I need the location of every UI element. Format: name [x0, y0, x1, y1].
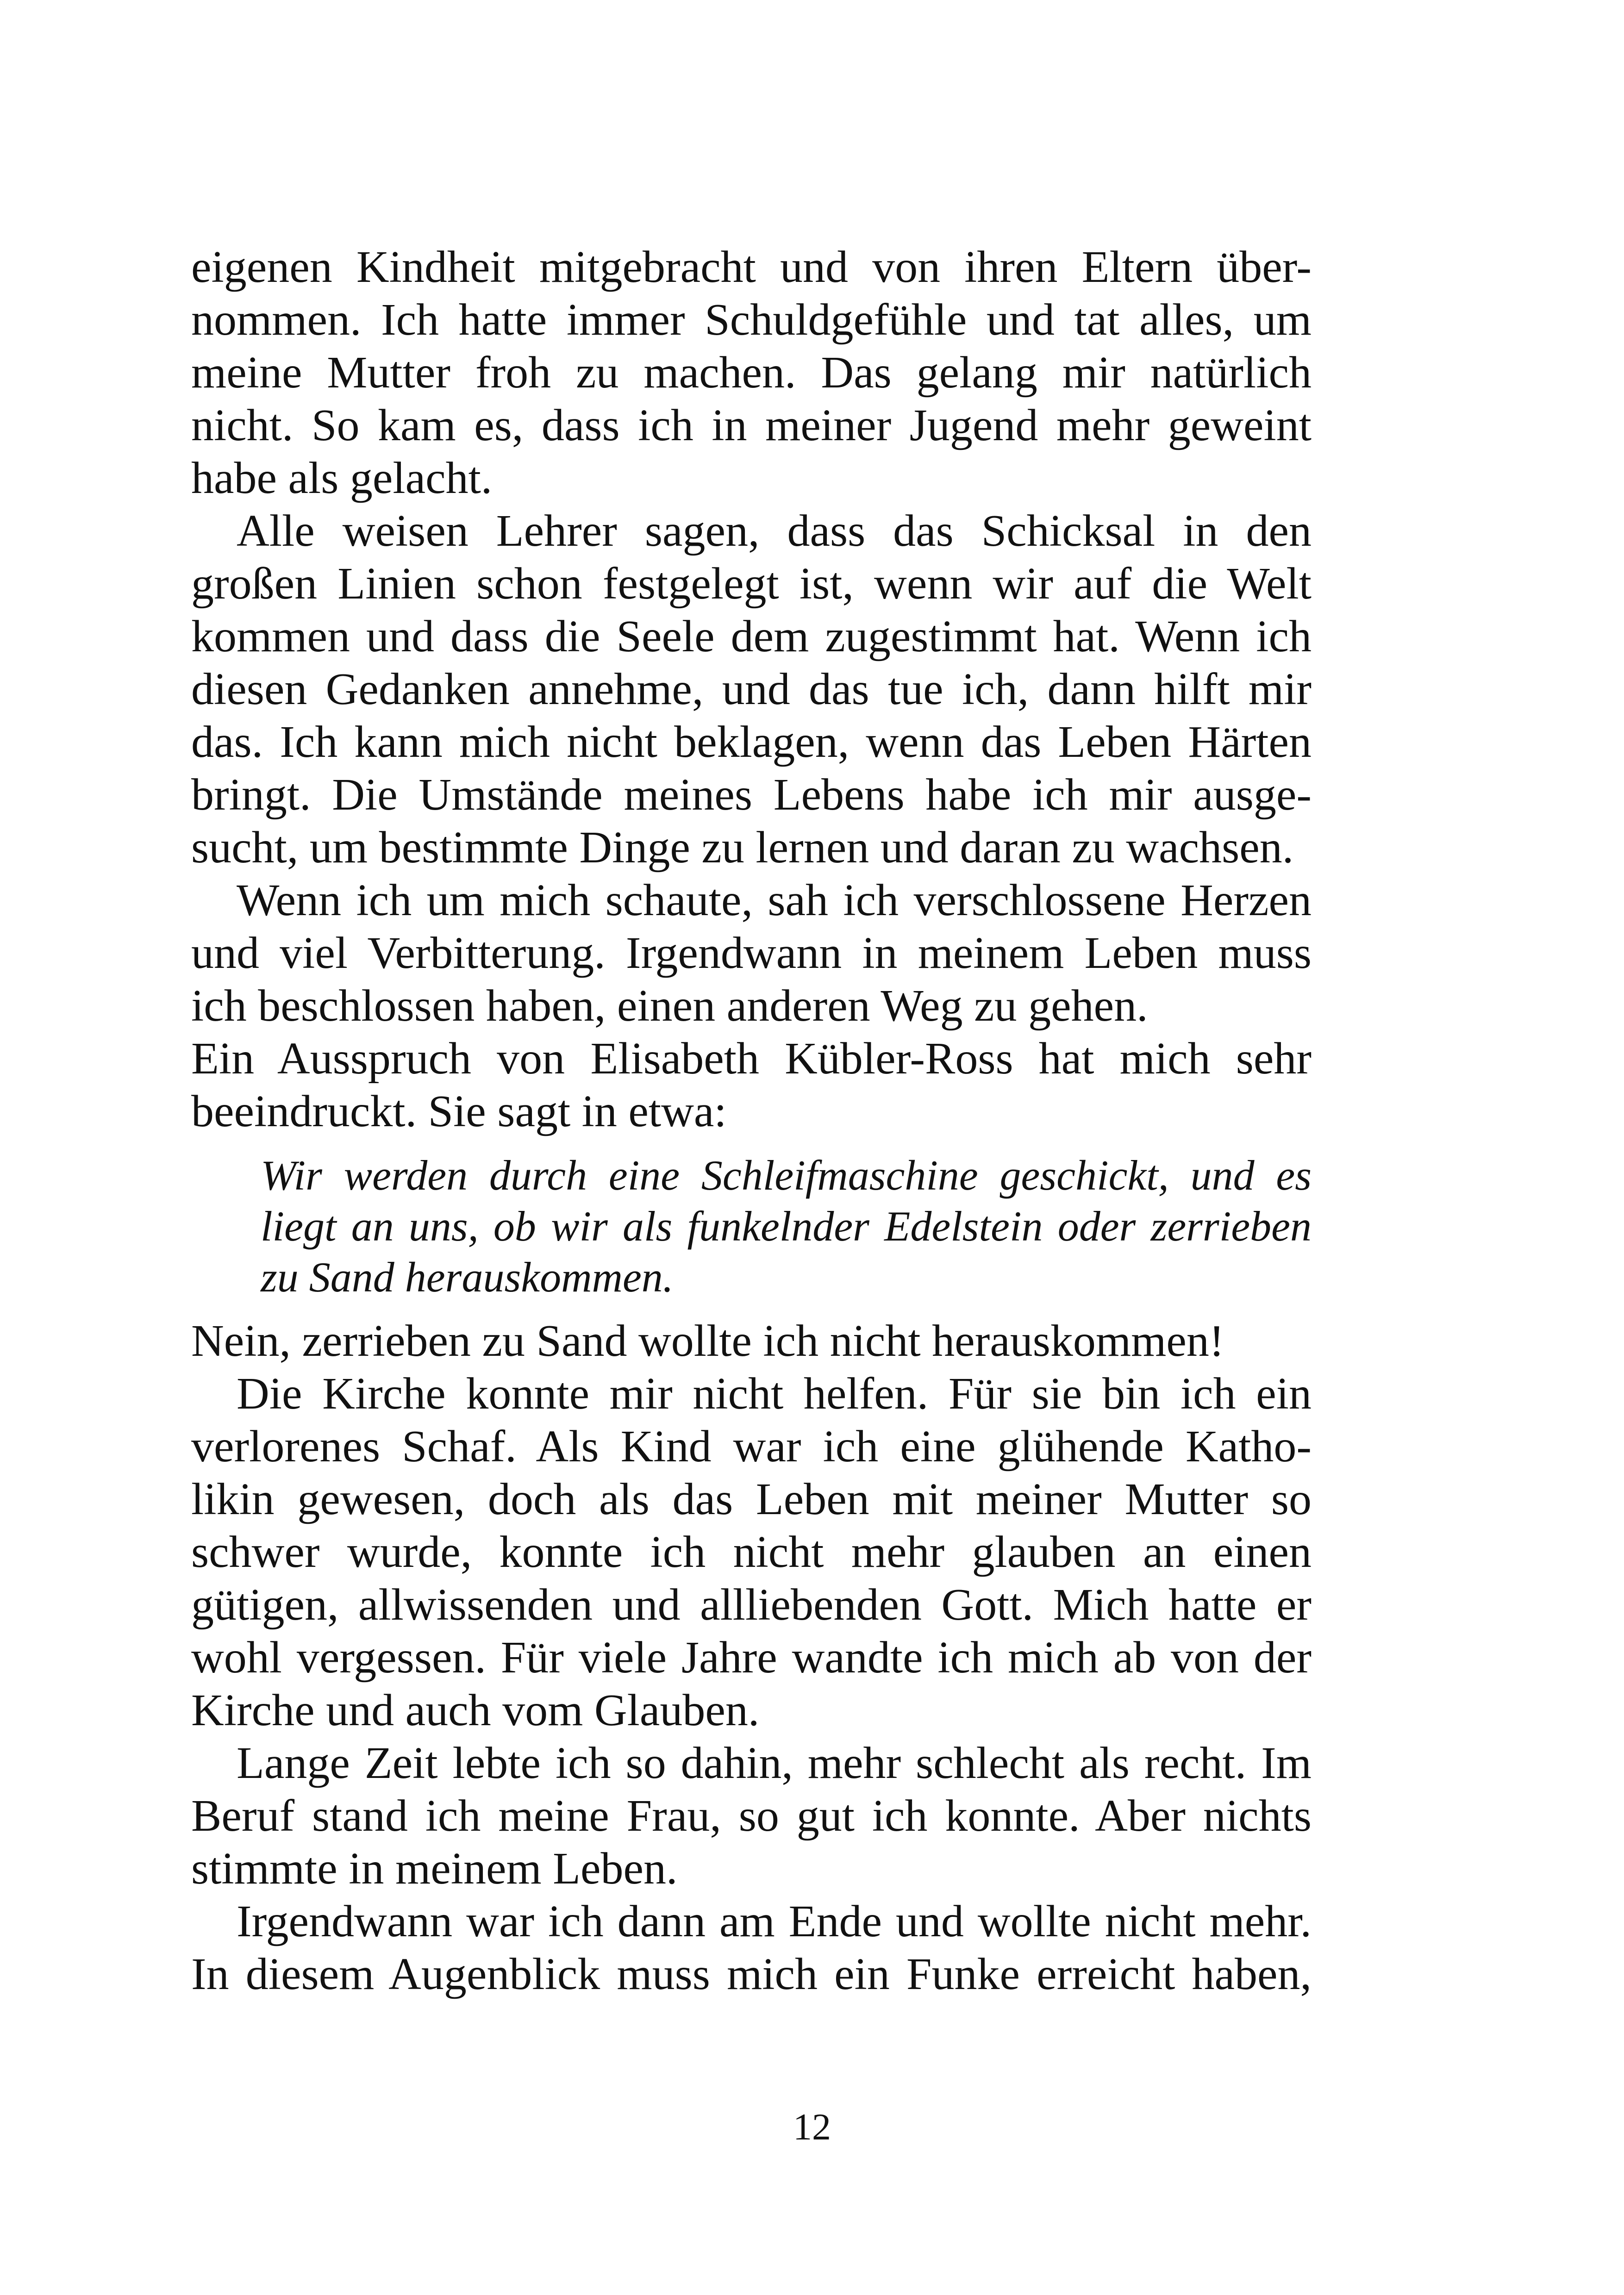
paragraph-5 [191, 1315, 1312, 1367]
page-number: 12 [793, 2106, 831, 2148]
text-line: meine Mutter froh zu machen. Das gelang mir natürlich [191, 348, 1312, 398]
text-line: Ein Ausspruch von Elisabeth Kübler-Ross hat mich sehr [191, 1034, 1312, 1084]
paragraph-7 [191, 1737, 1312, 1895]
text-line: kommen und dass die Seele dem zugestimmt hat. Wenn ich [191, 611, 1312, 661]
quote-line: zu Sand herauskommen. [261, 1254, 674, 1301]
text-line: nicht. So kam es, dass ich in meiner Jugend mehr geweint [191, 400, 1312, 450]
text-line: Lange Zeit lebte ich so dahin, mehr schlecht als recht. Im [237, 1738, 1312, 1788]
paragraph-4 [191, 1032, 1312, 1138]
text-line: nommen. Ich hatte immer Schuldgefühle und tat alles, um [191, 295, 1312, 345]
page-body [191, 241, 1312, 2001]
text-line: verlorenes Schaf. Als Kind war ich eine glühende Katho- [191, 1422, 1312, 1472]
text-line: und viel Verbitterung. Irgendwann in meinem Leben muss [191, 928, 1312, 978]
text-line: In diesem Augenblick muss mich ein Funke erreicht haben, [191, 1949, 1312, 1999]
text-line: sucht, um bestimmte Dinge zu lernen und daran zu wachsen. [191, 823, 1294, 873]
text-line: das. Ich kann mich nicht beklagen, wenn das Leben Härten [191, 717, 1312, 767]
text-line: gütigen, allwissenden und allliebenden Gott. Mich hatte er [191, 1580, 1312, 1630]
paragraph-1 [191, 241, 1312, 505]
text-line: Alle weisen Lehrer sagen, dass das Schicksal in den [237, 506, 1312, 556]
text-line: Irgendwann war ich dann am Ende und wollte nicht mehr. [237, 1896, 1312, 1946]
text-line: likin gewesen, doch als das Leben mit meiner Mutter so [191, 1474, 1312, 1524]
text-line: stimmte in meinem Leben. [191, 1844, 678, 1894]
text-line: Wenn ich um mich schaute, sah ich verschlossene Herzen [237, 875, 1312, 925]
text-line: eigenen Kindheit mitgebracht und von ihren Eltern über- [191, 242, 1312, 292]
paragraph-2 [191, 505, 1312, 874]
text-line: wohl vergessen. Für viele Jahre wandte ich mich ab von der [191, 1633, 1312, 1683]
text-line: habe als gelacht. [191, 453, 493, 503]
paragraph-6 [191, 1367, 1312, 1737]
text-line: Nein, zerrieben zu Sand wollte ich nicht herauskommen! [191, 1316, 1224, 1366]
text-line: beeindruckt. Sie sagt in etwa: [191, 1086, 727, 1136]
paragraph-8 [191, 1895, 1312, 2001]
paragraph-3 [191, 874, 1312, 1032]
text-line: schwer wurde, konnte ich nicht mehr glauben an einen [191, 1527, 1312, 1577]
text-line: großen Linien schon festgelegt ist, wenn wir auf die Welt [191, 559, 1312, 609]
text-line: Die Kirche konnte mir nicht helfen. Für sie bin ich ein [237, 1369, 1312, 1419]
quote-line: liegt an uns, ob wir als funkelnder Edelstein oder zerrieben [261, 1203, 1312, 1250]
text-line: diesen Gedanken annehme, und das tue ich, dann hilft mir [191, 664, 1312, 714]
block-quote [191, 1150, 1312, 1303]
text-line: Beruf stand ich meine Frau, so gut ich konnte. Aber nichts [191, 1791, 1312, 1841]
text-line: Kirche und auch vom Glauben. [191, 1685, 760, 1735]
quote-line: Wir werden durch eine Schleifmaschine geschickt, und es [261, 1152, 1312, 1199]
text-line: ich beschlossen haben, einen anderen Weg zu gehen. [191, 981, 1148, 1031]
text-line: bringt. Die Umstände meines Lebens habe ich mir ausge- [191, 770, 1312, 820]
